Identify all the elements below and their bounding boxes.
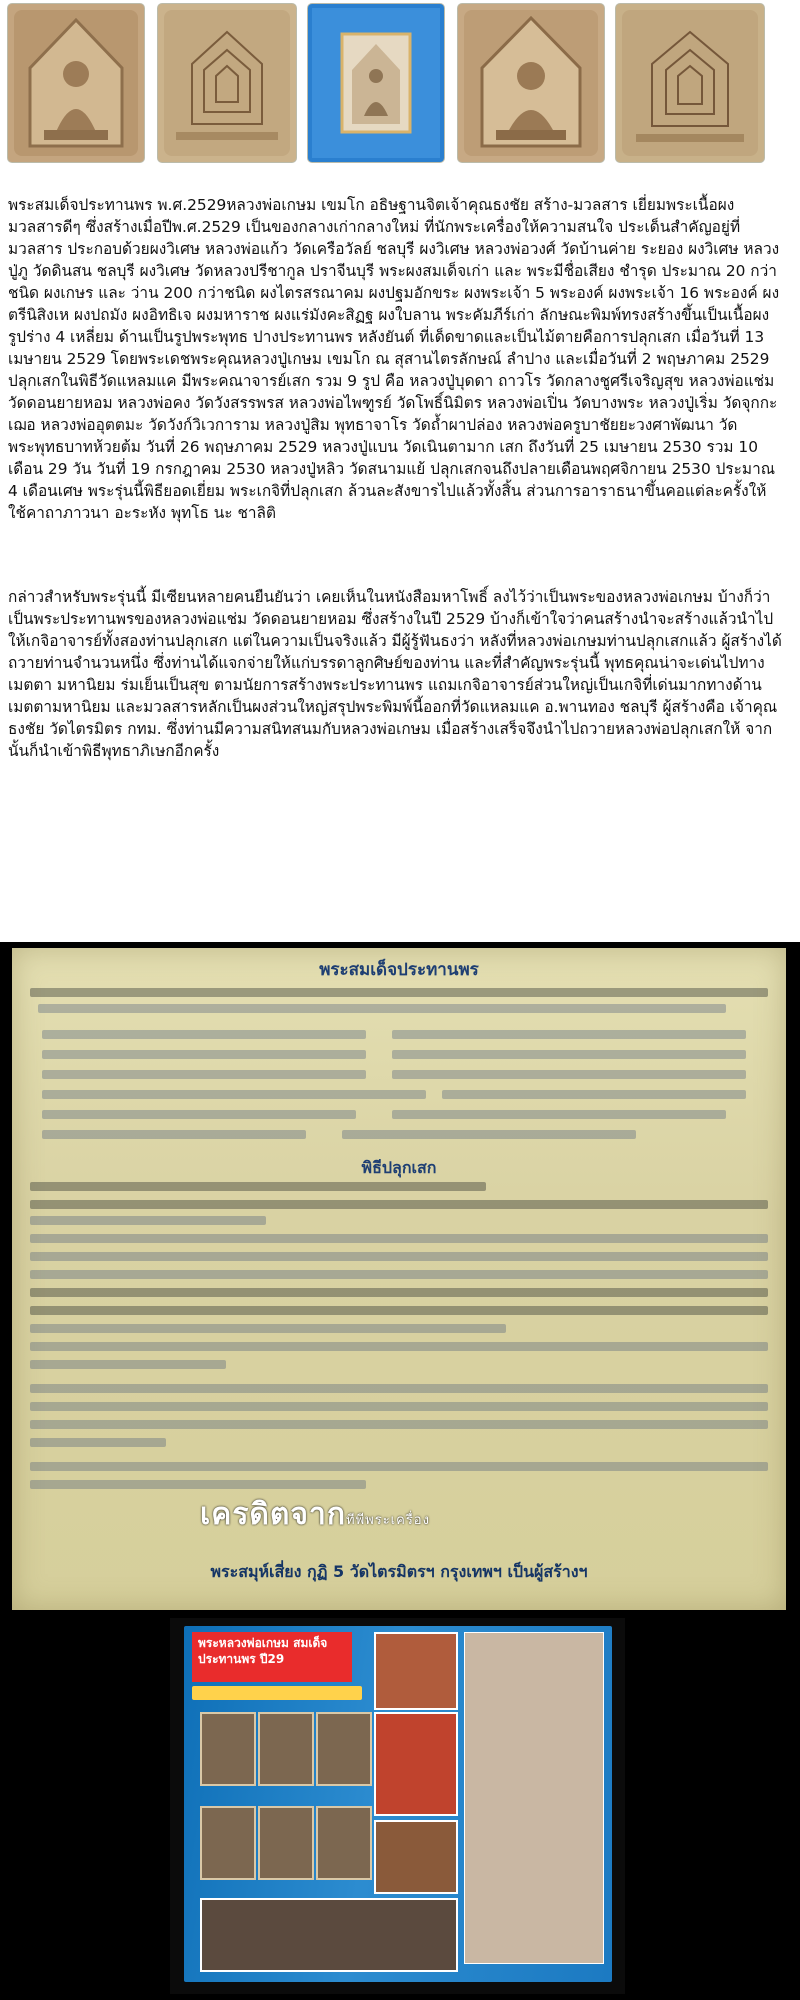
amulet-photo (8, 4, 144, 162)
poster-text-line (30, 1420, 768, 1429)
poster-list-line (392, 1030, 746, 1039)
poster-list-line (42, 1090, 426, 1099)
amulet-photo-strip (0, 0, 800, 190)
poster-text-line (30, 1200, 768, 1209)
magazine-cover-title: พระหลวงพ่อเกษม สมเด็จประทานพร ปี29 (192, 1632, 352, 1682)
magazine-amulet-image (258, 1712, 314, 1786)
poster-text-line (30, 1234, 768, 1243)
poster-list-line (342, 1130, 636, 1139)
certificate-poster (12, 948, 786, 1610)
poster-text-line (30, 988, 768, 997)
poster-text-line (30, 1288, 768, 1297)
poster-list-line (42, 1050, 366, 1059)
poster-text-line (30, 1270, 768, 1279)
amulet-photo (158, 4, 296, 162)
amulet-photo (616, 4, 764, 162)
magazine-page (184, 1626, 612, 1982)
buddha-amulet-icon (458, 4, 604, 162)
yantra-amulet-icon (616, 4, 764, 162)
magazine-amulet-image (316, 1712, 372, 1786)
poster-list-line (392, 1070, 746, 1079)
article-paragraph-1: พระสมเด็จประทานพร พ.ศ.2529หลวงพ่อเกษม เขมโก อธิษฐานจิตเจ้าคุณธงชัย สร้าง-มวลสาร เยี่ยมพระเนื้อผงมวลสารดีๆ ซึ่งสร้างเมื่อปีพ.ศ.2529 เป็นของกลางเก่ากลางใหม่ ที่นักพระเครื่องให้ความสนใจ ประเด็นสำคัญอยู่ที่มวลสาร ประกอบด้วยผงวิเศษ หลวงพ่อแก้ว วัดเครือวัลย์ ชลบุรี ผงวิเศษ หลวงพ่อวงศ์ วัดบ้านค่าย ระยอง ผงวิเศษ หลวงปู่ภู วัดดินสน ชลบุรี ผงวิเศษ วัดหลวงปรีชากูล ปราจีนบุรี พระผงสมเด็จเก่า และ พระมีชื่อเสียง ชำรุด ประมาณ 20 กว่าชนิด ผงเกษร และ ว่าน 200 กว่าชนิด ผงไตรสรณาคม ผงปฐมอักขระ ผงพระเจ้า 5 พระองค์ ผงพระเจ้า 16 พระองค์ ผงตรีนิสิงเห ผงปถมัง ผงอิทธิเจ ผงมหาราช ผงแร่มังคะสิฏฐ ผงใบลาน พระคัมภีร์เก่า ลักษณะพิมพ์ทรงสร้างขึ้นเป็นเนื้อผงรูปร่าง 4 เหลี่ยม ด้านเป็นรูปพระพุทธ ปางประทานพร หลังยันต์ ที่เด็ดขาดและเป็นไม้ตายคือการปลุกเสก เมื่อวันที่ 13 เมษายน 2529 โดยพระเดชพระคุณหลวงปู่เกษม เขมโก ณ สุสานไตรลักษณ์ ลำปาง และเมื่อวันที่ 2 พฤษภาคม 2529 ปลุกเสกในพิธีวัดแหลมแค มีพระคณาจารย์เสก รวม 9 รูป คือ หลวงปู่บุดดา ถาวโร วัดกลางชูศรีเจริญสุข หลวงพ่อแช่ม วัดดอนยายหอม หลวงพ่อคง วัดวังสรรพรส หลวงพ่อไพฑูรย์ วัดโพธิ์นิมิตร หลวงพ่อเปิ่น วัดบางพระ หลวงปู่เริ่ม วัดจุกกะเฌอ หลวงพ่ออุตตมะ วัดวังก์วิเวการาม หลวงปู่สิม พุทธาจาโร วัดถ้ำผาปล่อง หลวงพ่อครูบาชัยยะวงศาพัฒนา วัดพระพุทธบาทห้วยต้ม วันที่ 26 พฤษภาคม 2529 หลวงปู่แบน วัดเนินตามาก เสก ถึงวันที่ 25 เมษายน 2530 รวม 10 เดือน 29 วัน วันที่ 19 กรกฎาคม 2530 หลวงปู่หลิว วัดสนามแย้ ปลุกเสกจนถึงปลายเดือนพฤศจิกายน 2530 ประมาณ 4 เดือนเศษ พระรุ่นนี้พิธียอดเยี่ยม พระเกจิที่ปลุกเสก ล้วนละสังขารไปแล้วทั้งสิ้น ส่วนการอาราธนาขึ้นคอแต่ละครั้งให้ใช้คาถาภาวนา อะระหัง พุทโธ นะ ชาลิติ (8, 196, 780, 522)
magazine-amulet-image (200, 1806, 256, 1880)
poster-text-line (30, 1360, 226, 1369)
poster-text-line (30, 1216, 266, 1225)
poster-list-line (42, 1030, 366, 1039)
poster-text-line (30, 1480, 366, 1489)
magazine-subtitle-bar (192, 1686, 362, 1700)
magazine-photo-ceremony (374, 1820, 458, 1894)
poster-text-line (30, 1438, 166, 1447)
poster-text-line (30, 1342, 768, 1351)
poster-footer: พระสมุห์เสี่ยง กุฏิ 5 วัดไตรมิตรฯ กรุงเทพฯ เป็นผู้สร้างฯ (210, 1562, 588, 1581)
poster-list-line (42, 1070, 366, 1079)
credit-text: เครดิตจาก (200, 1497, 346, 1532)
poster-text-line (30, 1324, 506, 1333)
amulet-photo (458, 4, 604, 162)
article-text (0, 190, 800, 942)
poster-section-title: พิธีปลุกเสก (361, 1158, 437, 1177)
poster-text-line (30, 1384, 768, 1393)
buddha-amulet-icon (8, 4, 144, 162)
poster-text-line (30, 1252, 768, 1261)
amulet-photo (308, 4, 444, 162)
magazine-photo-crowd (200, 1898, 458, 1972)
credit-watermark (200, 1491, 430, 1538)
poster-list-line (392, 1110, 726, 1119)
poster-text-line (30, 1182, 486, 1191)
blue-framed-amulet-icon (308, 4, 444, 162)
poster-list-line (442, 1090, 746, 1099)
magazine-amulet-image (316, 1806, 372, 1880)
poster-text-line (30, 1306, 768, 1315)
poster-text-line (38, 1004, 726, 1013)
magazine-photo-monk (374, 1712, 458, 1816)
magazine-amulet-image (200, 1712, 256, 1786)
yantra-amulet-icon (158, 4, 296, 162)
poster-list-line (42, 1130, 306, 1139)
article-paragraph-2: กล่าวสำหรับพระรุ่นนี้ มีเซียนหลายคนยืนยันว่า เคยเห็นในหนังสือมหาโพธิ์ ลงไว้ว่าเป็นพระของหลวงพ่อเกษม บ้างก็ว่าเป็นพระประทานพรของหลวงพ่อแช่ม วัดดอนยายหอม ซึ่งสร้างในปี 2529 บ้างก็เข้าใจว่าคนสร้างนำจะสร้างแล้วนำไปให้เกจิอาจารย์ทั้งสองท่านปลุกเสก แต่ในความเป็นจริงแล้ว มีผู้รู้ฟันธงว่า หลังที่หลวงพ่อเกษมท่านปลุกเสกแล้ว ผู้สร้างได้ถวายท่านจำนวนหนึ่ง ซึ่งท่านได้แจกจ่ายให้แก่บรรดาลูกศิษย์ของท่าน และที่สำคัญพระรุ่นนี้ พุทธคุณน่าจะเด่นไปทางเมตตา มหานิยม ร่มเย็นเป็นสุข ตามนัยการสร้างพระประทานพร แถมเกจิอาจารย์ส่วนใหญ่เป็นเกจิที่เด่นมากทางด้านเมตตามหานิยม และมวลสารหลักเป็นผงส่วนใหญ่สรุปพระพิมพ์นี้ออกที่วัดแหลมแค อ.พานทอง ชลบุรี ผู้สร้างคือ เจ้าคุณธงชัย วัดไตรมิตร กทม. ซึ่งท่านมีความสนิทสนมกับหลวงพ่อเกษม เมื่อสร้างเสร็จจึงนำไปถวายหลวงพ่อปลุกเสกให้ จากนั้นก็นำเข้าพิธีพุทธาภิเษกอีกครั้ง (8, 588, 782, 760)
poster-text-line (30, 1402, 768, 1411)
poster-list-line (392, 1050, 746, 1059)
magazine-amulet-image (258, 1806, 314, 1880)
poster-list-line (42, 1110, 356, 1119)
poster-text-line (30, 1462, 768, 1471)
magazine-photo (170, 1618, 625, 1994)
credit-source: ทีพีพระเครื่อง (346, 1513, 430, 1528)
magazine-amulet-panel (464, 1632, 604, 1964)
poster-title: พระสมเด็จประทานพร (319, 960, 479, 980)
magazine-photo-monk (374, 1632, 458, 1710)
